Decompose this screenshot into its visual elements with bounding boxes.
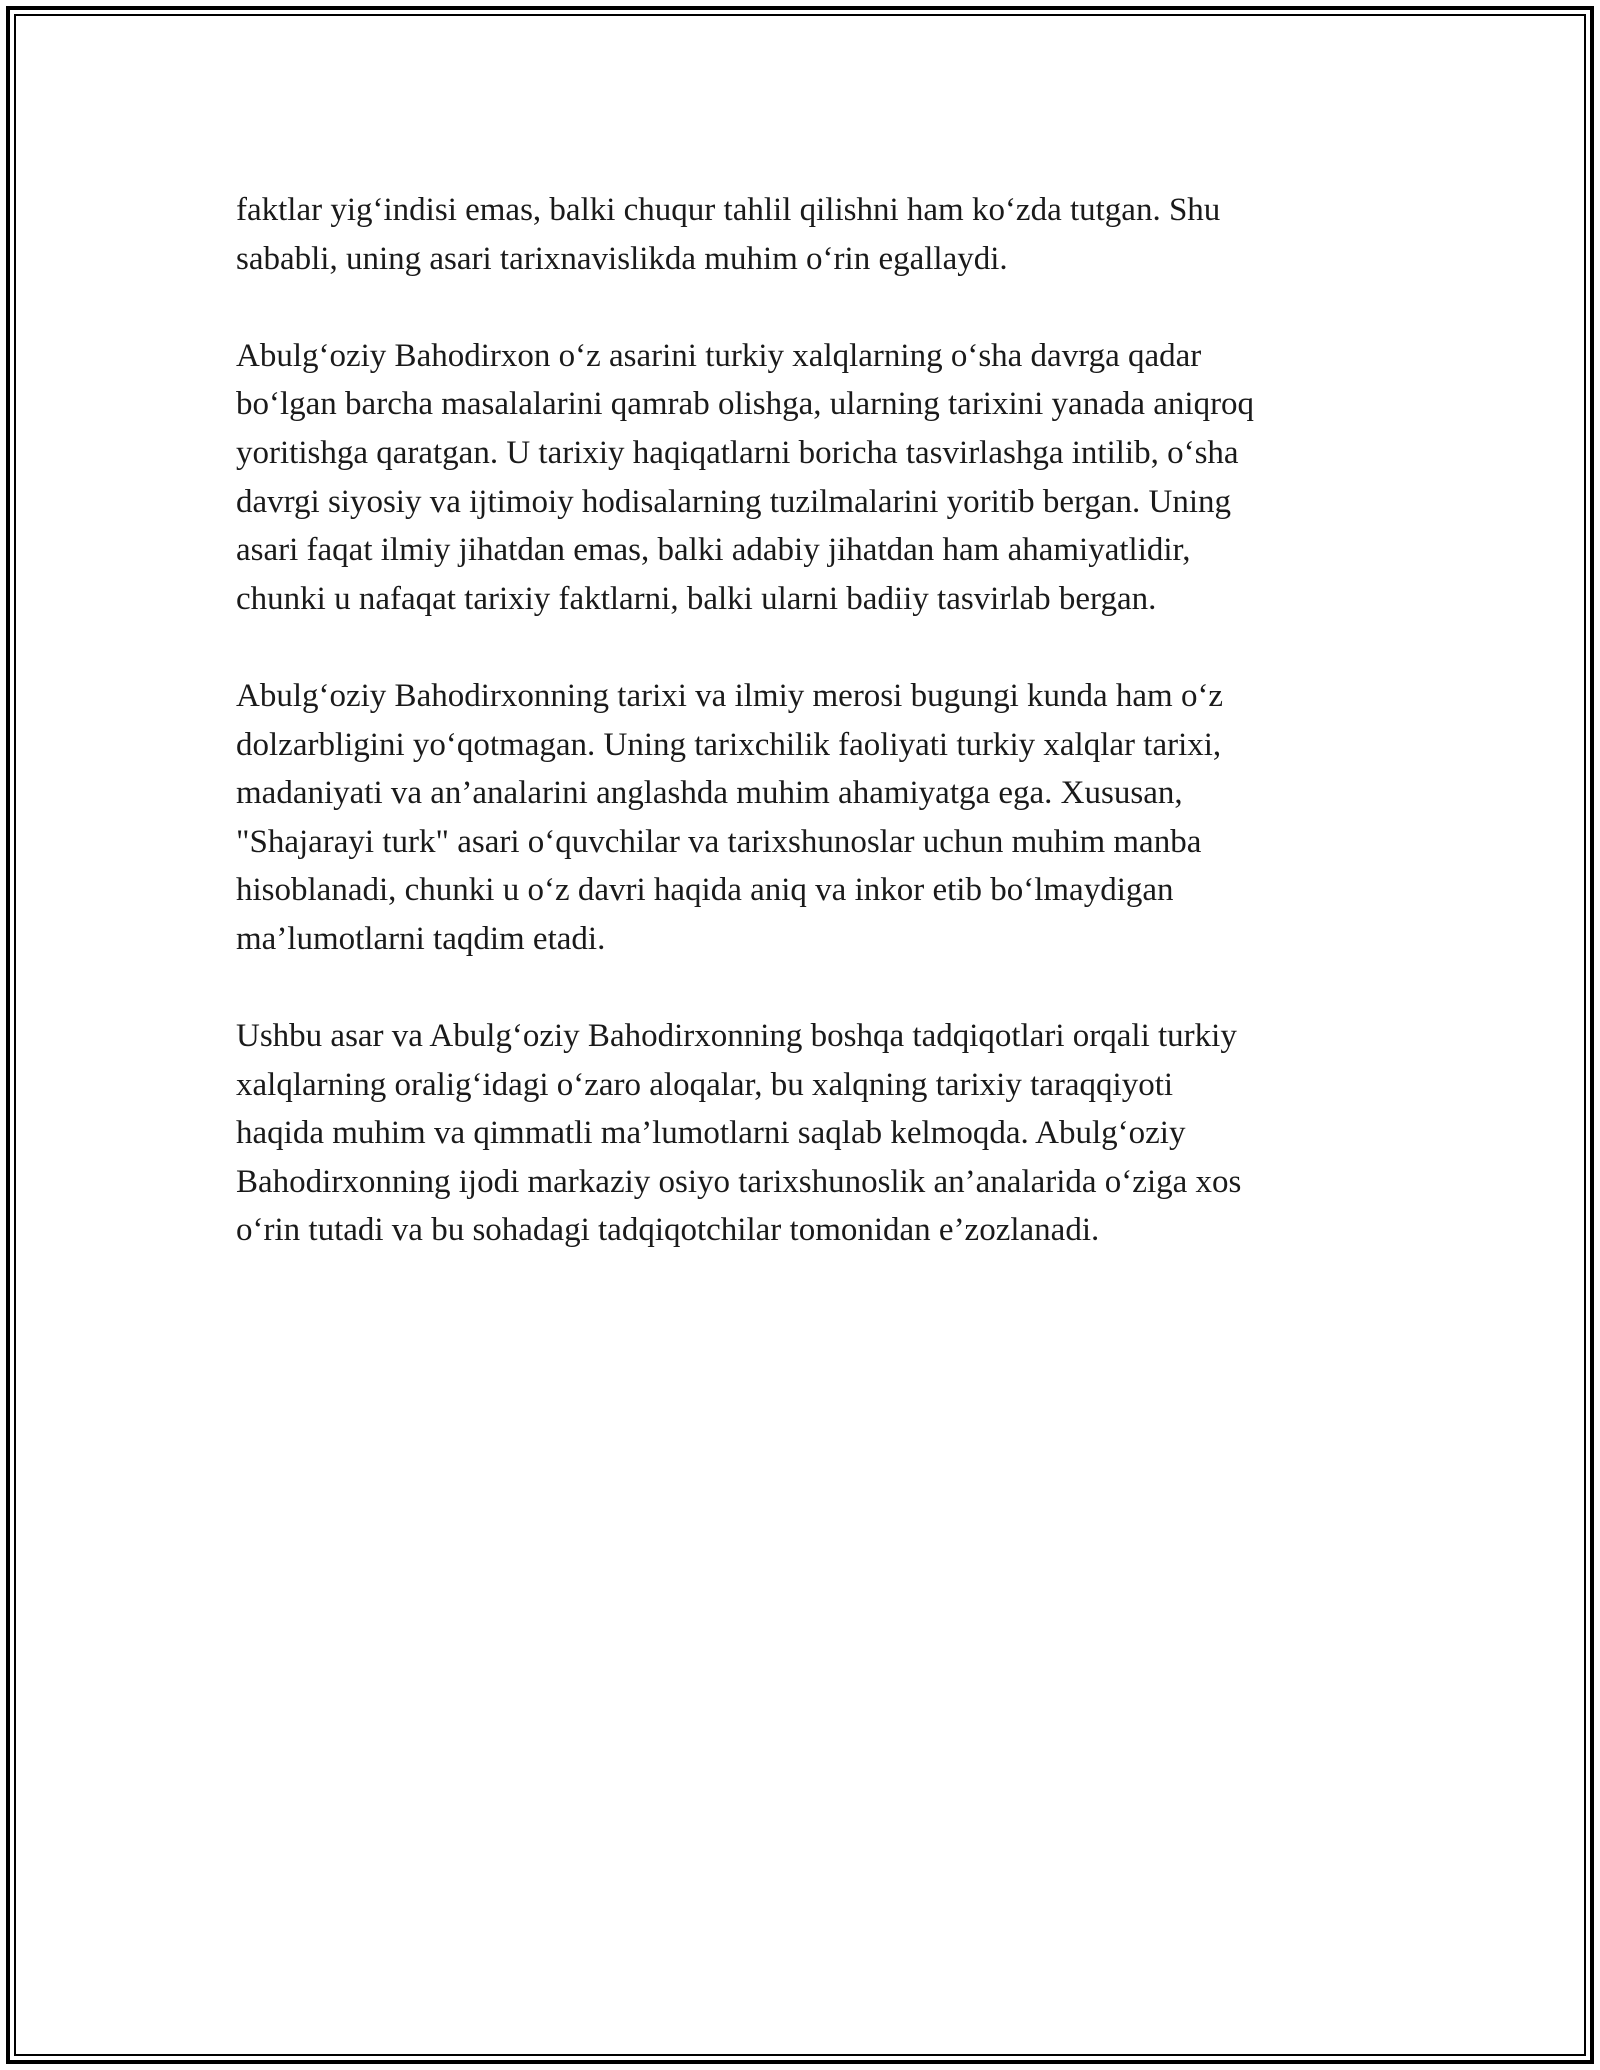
text-line: davrgi siyosiy va ijtimoiy hodisalarning tuzilmalarini yoritib bergan. Uning: [236, 483, 1232, 520]
text-line: bo‘lgan barcha masalalarini qamrab olishga, ularning tarixini yanada aniqroq: [236, 386, 1255, 423]
text-line: madaniyati va an’analarini anglashda muhim ahamiyatga ega. Xususan,: [236, 775, 1183, 812]
paragraph-2: [236, 332, 1386, 624]
text-line: sababli, uning asari tarixnavislikda muhim o‘rin egallaydi.: [236, 240, 1008, 277]
text-line: "Shajarayi turk" asari o‘quvchilar va tarixshunoslar uchun muhim manba: [236, 823, 1202, 860]
paragraph-1: [236, 186, 1386, 283]
text-line: dolzarbligini yo‘qotmagan. Uning tarixchilik faoliyati turkiy xalqlar tarixi,: [236, 726, 1222, 763]
text-line: asari faqat ilmiy jihatdan emas, balki adabiy jihatdan ham ahamiyatlidir,: [236, 532, 1191, 569]
text-line: xalqlarning oralig‘idagi o‘zaro aloqalar, bu xalqning tarixiy taraqqiyoti: [236, 1066, 1174, 1103]
text-line: Abulg‘oziy Bahodirxonning tarixi va ilmiy merosi bugungi kunda ham o‘z: [236, 677, 1224, 714]
paragraph-4: [236, 1012, 1386, 1255]
text-line: o‘rin tutadi va bu sohadagi tadqiqotchilar tomonidan e’zozlanadi.: [236, 1212, 1100, 1249]
paragraph-3: [236, 672, 1386, 964]
text-line: chunki u nafaqat tarixiy faktlarni, balki ularni badiiy tasvirlab bergan.: [236, 580, 1157, 617]
text-line: hisoblanadi, chunki u o‘z davri haqida aniq va inkor etib bo‘lmaydigan: [236, 872, 1174, 909]
text-line: haqida muhim va qimmatli ma’lumotlarni saqlab kelmoqda. Abulg‘oziy: [236, 1115, 1186, 1152]
text-line: Abulg‘oziy Bahodirxon o‘z asarini turkiy xalqlarning o‘sha davrga qadar: [236, 337, 1202, 374]
text-line: faktlar yig‘indisi emas, balki chuqur tahlil qilishni ham ko‘zda tutgan. Shu: [236, 192, 1221, 228]
text-line: Bahodirxonning ijodi markaziy osiyo tarixshunoslik an’analarida o‘ziga xos: [236, 1163, 1242, 1200]
document-body: [236, 186, 1386, 1304]
text-line: yoritishga qaratgan. U tarixiy haqiqatlarni boricha tasvirlashga intilib, o‘sha: [236, 434, 1239, 471]
text-line: ma’lumotlarni taqdim etadi.: [236, 920, 606, 957]
text-line: Ushbu asar va Abulg‘oziy Bahodirxonning boshqa tadqiqotlari orqali turkiy: [236, 1018, 1237, 1055]
